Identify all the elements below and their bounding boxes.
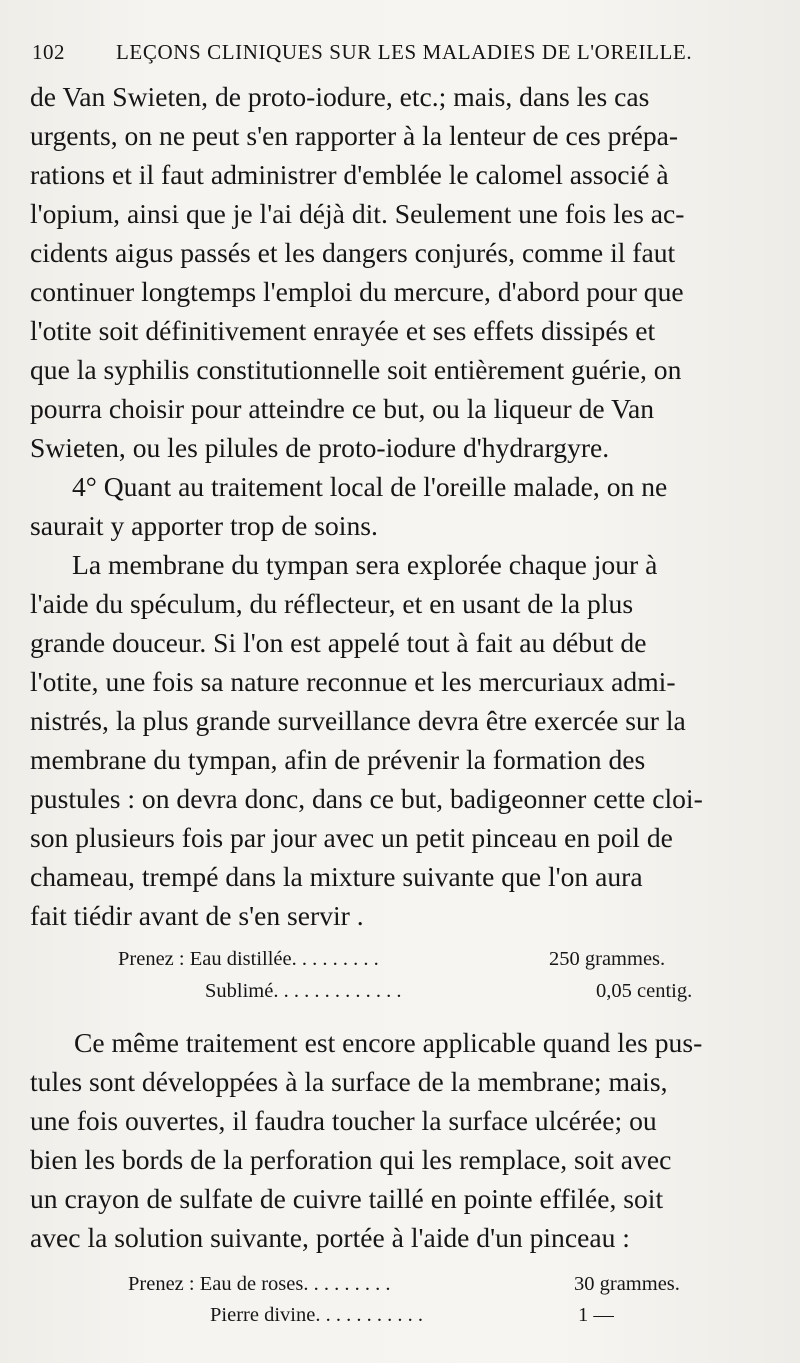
body-line: tules sont développées à la surface de la membrane; mais,: [30, 1066, 668, 1097]
recipe-line: [118, 946, 718, 972]
body-line: Ce même traitement est encore applicable quand les pus-: [74, 1027, 703, 1058]
recipe-ingredient: Sublimé. . . . . . . . . . . . .: [205, 980, 402, 1002]
body-line: l'opium, ainsi que je l'ai déjà dit. Seulement une fois les ac-: [30, 198, 685, 229]
recipe-line: [210, 1302, 730, 1328]
body-line: son plusieurs fois par jour avec un petit pinceau en poil de: [30, 822, 673, 853]
recipe-ingredient: Prenez : Eau de roses. . . . . . . . .: [128, 1273, 391, 1295]
body-line: grande douceur. Si l'on est appelé tout à fait au début de: [30, 627, 647, 658]
recipe-amount: 1 —: [578, 1304, 614, 1326]
body-line: fait tiédir avant de s'en servir .: [30, 900, 364, 931]
body-line: 4° Quant au traitement local de l'oreille malade, on ne: [72, 471, 668, 502]
body-line: nistrés, la plus grande surveillance devra être exercée sur la: [30, 705, 686, 736]
body-line: La membrane du tympan sera explorée chaque jour à: [72, 549, 658, 580]
body-line: chameau, trempé dans la mixture suivante que l'on aura: [30, 861, 643, 892]
body-line: membrane du tympan, afin de prévenir la formation des: [30, 744, 646, 775]
recipe-line: [205, 978, 725, 1004]
recipe-line: [128, 1271, 728, 1297]
body-line: saurait y apporter trop de soins.: [30, 510, 378, 541]
body-line: urgents, on ne peut s'en rapporter à la lenteur de ces prépa-: [30, 120, 679, 151]
body-line: un crayon de sulfate de cuivre taillé en pointe effilée, soit: [30, 1183, 664, 1214]
body-line: cidents aigus passés et les dangers conjurés, comme il faut: [30, 237, 676, 268]
body-line: une fois ouvertes, il faudra toucher la surface ulcérée; ou: [30, 1105, 657, 1136]
recipe-ingredient: Prenez : Eau distillée. . . . . . . . .: [118, 948, 379, 970]
page-number: 102: [32, 40, 65, 64]
body-line: l'otite soit définitivement enrayée et ses effets dissipés et: [30, 315, 656, 346]
body-line: avec la solution suivante, portée à l'aide d'un pinceau :: [30, 1222, 630, 1253]
recipe-amount: 250 grammes.: [549, 948, 666, 970]
body-line: Swieten, ou les pilules de proto-iodure d'hydrargyre.: [30, 432, 610, 463]
body-line: de Van Swieten, de proto-iodure, etc.; mais, dans les cas: [30, 81, 650, 112]
body-line: bien les bords de la perforation qui les remplace, soit avec: [30, 1144, 672, 1175]
page-header: [30, 40, 770, 74]
body-line: que la syphilis constitutionnelle soit entièrement guérie, on: [30, 354, 682, 385]
recipe-ingredient: Pierre divine. . . . . . . . . . .: [210, 1304, 423, 1326]
body-line: l'otite, une fois sa nature reconnue et les mercuriaux admi-: [30, 666, 676, 697]
body-line: rations et il faut administrer d'emblée le calomel associé à: [30, 159, 669, 190]
body-line: continuer longtemps l'emploi du mercure, d'abord pour que: [30, 276, 684, 307]
recipe-amount: 0,05 centig.: [596, 980, 693, 1002]
body-line: pustules : on devra donc, dans ce but, badigeonner cette cloi-: [30, 783, 703, 814]
body-line: l'aide du spéculum, du réflecteur, et en usant de la plus: [30, 588, 634, 619]
body-line: pourra choisir pour atteindre ce but, ou la liqueur de Van: [30, 393, 654, 424]
recipe-amount: 30 grammes.: [574, 1273, 680, 1295]
running-head: LEÇONS CLINIQUES SUR LES MALADIES DE L'OREILLE.: [116, 40, 693, 64]
